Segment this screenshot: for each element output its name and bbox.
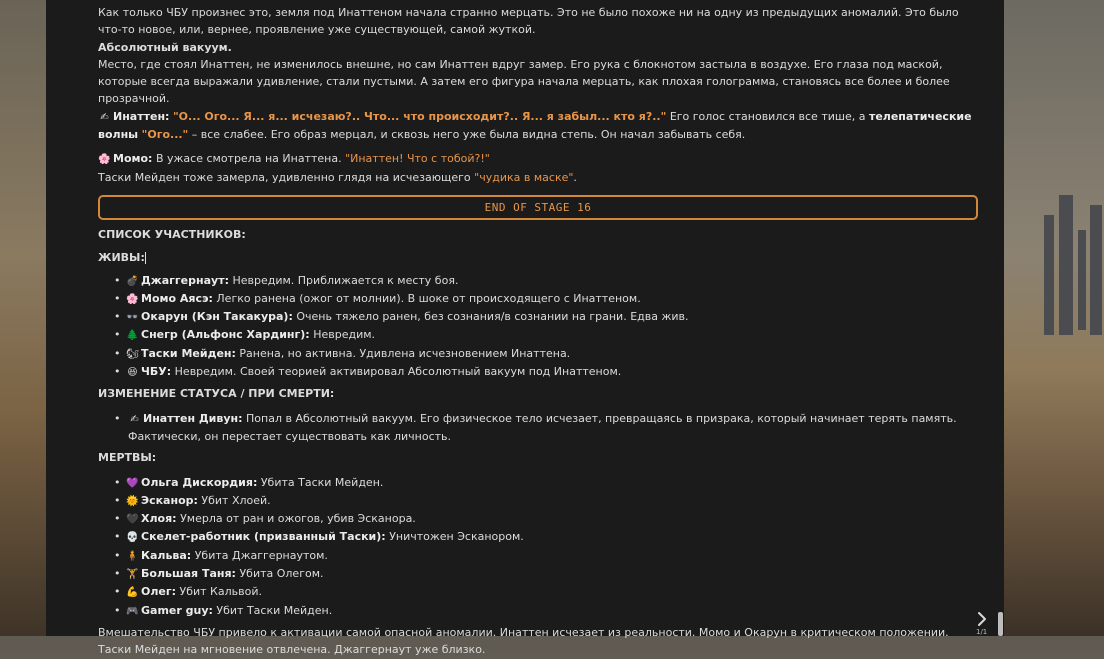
list-item: • 💜 Ольга Дискордия: Убита Таски Мейден.: [116, 474, 978, 492]
list-item: • ✍ Инаттен Дивун: Попал в Абсолютный вакуум. Его физическое тело исчезает, превращаясь в призрака, который начинает терять память. Фактически, он перестает существовать как личность.: [116, 410, 978, 446]
participants-title: СПИСОК УЧАСТНИКОВ:: [98, 227, 246, 241]
tree-icon: 🌲: [126, 330, 139, 342]
list-item: • 💀 Скелет-работник (призванный Таски): Уничтожен Эсканором.: [116, 528, 978, 546]
sun-icon: 🌞: [126, 495, 139, 507]
summary-paragraph: Вмешательство ЧБУ привело к активации самой опасной аномалии. Инаттен исчезает из реальности. Момо и Окарун в критическом положении. Таски Мейден на мгновение отвлечена. Джаггернаут уже близко.: [98, 625, 949, 657]
writing-hand-icon: ✍: [130, 413, 139, 425]
story-paragraph: Как только ЧБУ произнес это, земля под Инаттеном начала странно мерцать. Это не было похоже ни на одну из предыдущих аномалий. Это было что-то новое, или, вернее, проявление уже существующей, самой жуткой.: [98, 6, 959, 37]
blossom-icon: 🌸: [98, 154, 111, 166]
status-change-list: [98, 410, 978, 446]
alive-list: [98, 272, 978, 382]
chat-panel: [46, 0, 1004, 657]
chevron-right-icon: [976, 611, 988, 627]
text-cursor: [145, 252, 146, 264]
writing-hand-icon: ✍: [100, 111, 109, 123]
status-change-title: ИЗМЕНЕНИЕ СТАТУСА / ПРИ СМЕРТИ:: [98, 387, 335, 401]
list-item: • 🌲 Снегр (Альфонс Хардинг): Невредим.: [116, 326, 978, 344]
next-message-button[interactable]: [972, 609, 992, 629]
dead-title: МЕРТВЫ:: [98, 451, 157, 465]
story-paragraph-inatten: ✍ Инаттен: "О... Ого... Я... я... исчезаю?.. Что... что происходит?.. Я... я забыл... кто я?.." Его голос становился все тише, а телепатические волны "Ого..." – все слабее. Его образ мерцал, и сквозь него уже была видна степь. Он начал забывать себя.: [98, 109, 972, 142]
alive-title: ЖИВЫ:: [98, 251, 145, 265]
skull-icon: 💀: [126, 532, 139, 544]
list-item: • 🧍 Кальва: Убита Джаггернаутом.: [116, 547, 978, 565]
story-paragraph-momo: 🌸 Момо: В ужасе смотрела на Инаттена. "Инаттен! Что с тобой?!": [98, 150, 978, 168]
flexed-biceps-icon: 💪: [126, 587, 139, 599]
message-content: [98, 4, 978, 659]
list-item: • 🌞 Эсканор: Убит Хлоей.: [116, 492, 978, 510]
list-item: • 🌸 Момо Аясэ: Легко ранена (ожог от молнии). В шоке от происходящего с Инаттеном.: [116, 290, 978, 308]
game-controller-icon: 🎮: [126, 605, 139, 617]
stage-banner: END OF STAGE 16: [98, 195, 978, 220]
list-item: • 🐿 Таски Мейден: Ранена, но активна. Удивлена исчезновением Инаттена.: [116, 345, 978, 363]
bomb-icon: 💣: [126, 275, 139, 287]
list-item: • 💣 Джаггернаут: Невредим. Приближается к месту боя.: [116, 272, 978, 290]
story-paragraph: Таски Мейден тоже замерла, удивленно глядя на исчезающего "чудика в маске".: [98, 170, 577, 184]
list-item: • 🏋 Большая Таня: Убита Олегом.: [116, 565, 978, 583]
list-item: • 💪 Олег: Убит Кальвой.: [116, 583, 978, 601]
background-landscape-left: [0, 0, 46, 636]
list-item: • 👓 Окарун (Кэн Такакура): Очень тяжело ранен, без сознания/в сознании на грани. Едва жив.: [116, 308, 978, 326]
page-counter: 1/1: [976, 628, 988, 636]
person-icon: 🧍: [126, 550, 139, 562]
black-heart-icon: 🖤: [126, 514, 139, 526]
blossom-icon: 🌸: [126, 293, 139, 305]
dead-list: [98, 474, 978, 620]
purple-heart-icon: 💜: [126, 477, 139, 489]
weightlifter-icon: 🏋: [126, 569, 139, 581]
glasses-icon: 👓: [126, 312, 139, 324]
list-item: • 🖤 Хлоя: Умерла от ран и ожогов, убив Эсканора.: [116, 510, 978, 528]
chipmunk-icon: 🐿: [126, 348, 139, 360]
list-item: • 😆 ЧБУ: Невредим. Своей теорией активировал Абсолютный вакуум под Инаттеном.: [116, 363, 978, 381]
story-paragraph: Место, где стоял Инаттен, не изменилось внешне, но сам Инаттен вдруг замер. Его рука с блокнотом застыла в воздухе. Его глаза под маской, которые всегда выражали удивление, стали пустыми. А затем его фигура начала мерцать, как плохая голограмма, становясь все более и более прозрачной.: [98, 57, 950, 106]
laughing-face-icon: 😆: [127, 367, 138, 379]
scrollbar-thumb[interactable]: [998, 612, 1003, 636]
list-item: • 🎮 Gamer guy: Убит Таски Мейден.: [116, 602, 978, 620]
story-heading: Абсолютный вакуум.: [98, 40, 232, 54]
background-landscape-right: [1004, 0, 1104, 636]
